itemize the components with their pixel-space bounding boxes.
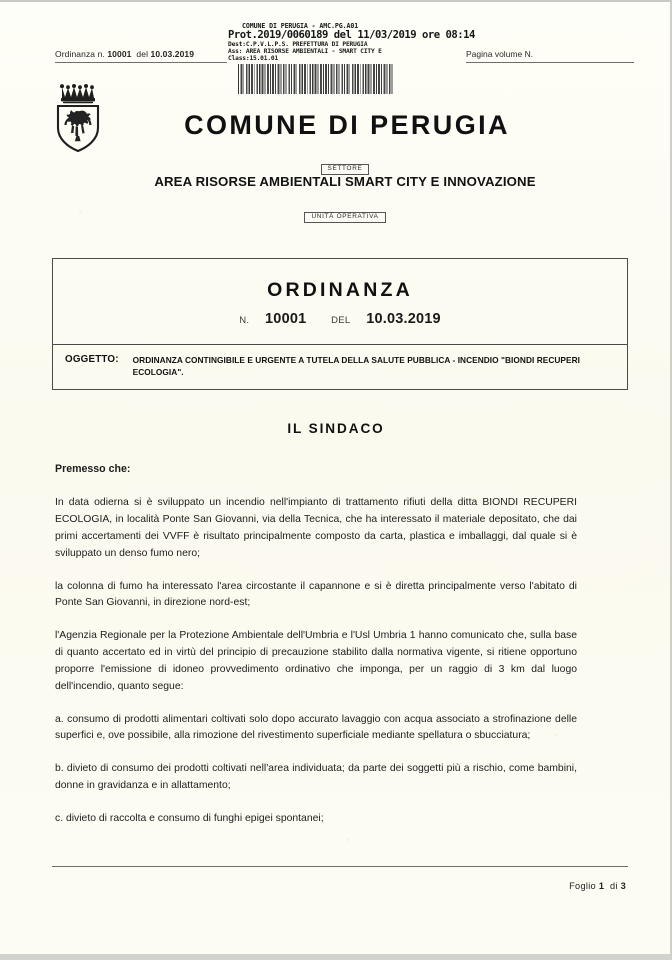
ordinanza-ref-mid: del	[136, 49, 149, 59]
stamp-office-line: COMUNE DI PERUGIA - AMC.PG.A01	[242, 22, 359, 30]
document-body	[55, 461, 577, 828]
oggetto-text: ORDINANZA CONTINGIBILE E URGENTE A TUTELA DELLA SALUTE PUBBLICA - INCENDIO "BIONDI RECUPERI ECOLOGIA".	[132, 355, 580, 378]
pagina-volume-underline	[466, 62, 634, 63]
foglio-current: 1	[598, 881, 605, 891]
premesso-heading: Premesso che:	[55, 463, 131, 475]
oggetto-label: OGGETTO:	[65, 354, 119, 365]
body-paragraph: la colonna di fumo ha interessato l'area circostante il capannone e si è diretta principalmente verso l'abitato di Ponte San Giovanni, in direzione nord-est;	[55, 580, 577, 609]
settore-tag: SETTORE	[321, 164, 370, 175]
stamp-class-line: Class:15.01.01	[228, 54, 279, 62]
ordinanza-reference	[55, 49, 235, 63]
body-paragraph: l'Agenzia Regionale per la Protezione Ambientale dell'Umbria e l'Usl Umbria 1 hanno comunicato che, sulla base di quanto accertato ed in virtù del principio di precauzione stabilito dalla normativa vigente, si ritiene opportuno proporre l'emissione di idoneo provvedimento ordinativo che imponga, per un raggio di 3 km dal luogo dell'incendio, quanto segue:	[55, 630, 577, 692]
stamp-ass-line: Ass: AREA RISORSE AMBIENTALI - SMART CITY E	[228, 47, 382, 55]
protocol-stamp	[228, 22, 475, 94]
ordinanza-title-section	[53, 259, 627, 345]
pagina-volume-field	[466, 49, 634, 63]
ordinanza-box	[52, 258, 628, 390]
body-list-item-a: a. consumo di prodotti alimentari coltivati solo dopo accurato lavaggio con acqua associato a strofinazione delle superfici e, ove possibile, alla rimozione del rivestimento superficiale mediante spellatura o sbucciatura;	[55, 713, 577, 742]
pagina-volume-label: Pagina volume N.	[466, 49, 534, 59]
ordinanza-heading: ORDINANZA	[267, 279, 413, 301]
di-label: di	[609, 881, 618, 891]
ordinanza-ref-date: 10.03.2019	[150, 49, 195, 59]
ordinanza-n-value: 10001	[265, 311, 307, 327]
ordinanza-number-line	[53, 311, 627, 327]
page-number-footer	[569, 881, 626, 891]
stamp-protocol-line: Prot.2019/0060189 del 11/03/2019 ore 08:14	[228, 29, 475, 42]
area-department-line: AREA RISORSE AMBIENTALI SMART CITY E INNOVAZIONE	[154, 174, 536, 189]
body-list-item-b: b. divieto di consumo dei prodotti coltivati nell'area individuata; da parte dei soggetti più a rischio, come bambini, donne in gravidanza e in allattamento;	[55, 763, 577, 792]
settore-tag-wrap	[0, 157, 672, 175]
comune-title: COMUNE DI PERUGIA	[184, 110, 510, 140]
unita-operativa-tag-wrap	[0, 205, 672, 223]
ordinanza-n-label: N.	[239, 315, 250, 326]
footer-separator	[52, 866, 628, 867]
il-sindaco-heading: IL SINDACO	[287, 421, 385, 436]
foglio-label: Foglio	[569, 881, 596, 891]
body-paragraph: In data odierna si è sviluppato un incendio nell'impianto di trattamento rifiuti della ditta BIONDI RECUPERI ECOLOGIA, in località Ponte San Giovanni, via della Tecnica, che ha interessato il materiale depositato, che dai primi accertamenti dei VVFF è risultato principalmente composto da carta, plastica e imballaggi, dal quale si è sviluppato un denso fumo nero;	[55, 497, 577, 559]
stamp-dest-line: Dest:C.P.V.L.P.S. PREFETTURA DI PERUGIA	[228, 40, 368, 48]
body-list-item-c: c. divieto di raccolta e consumo di funghi epigei spontanei;	[55, 812, 324, 824]
foglio-total: 3	[620, 881, 626, 891]
unita-operativa-tag: UNITÀ OPERATIVA	[304, 212, 385, 223]
ordinanza-ref-underline	[55, 62, 227, 63]
barcode-image	[238, 64, 393, 94]
oggetto-section	[53, 345, 627, 389]
ordinanza-del-label: DEL	[331, 315, 351, 326]
ordinanza-ref-number: 10001	[107, 49, 132, 59]
ordinanza-del-value: 10.03.2019	[366, 311, 441, 327]
ordinanza-ref-prefix: Ordinanza n.	[55, 49, 105, 59]
